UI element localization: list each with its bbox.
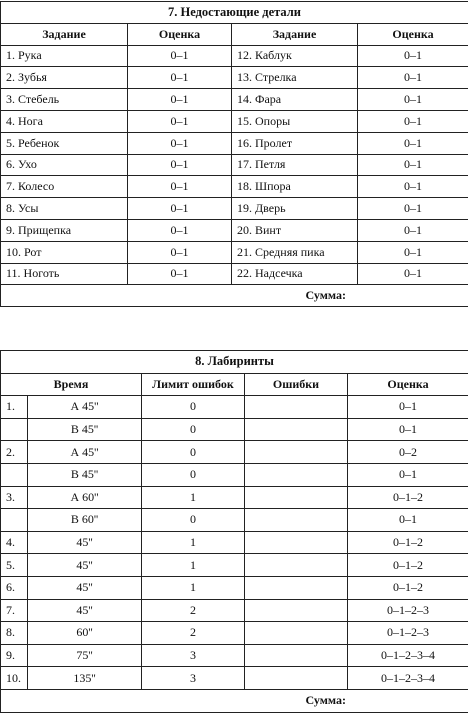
task-cell: 10. Рот: [1, 241, 128, 263]
score-cell: 0–2: [348, 441, 468, 464]
errors-cell: [245, 554, 348, 577]
score-cell: 0–1: [128, 176, 232, 198]
table-row: [1, 396, 468, 419]
task-cell: 6. Ухо: [1, 154, 128, 176]
item-number-cell: [1, 418, 28, 441]
error-limit-cell: 1: [142, 486, 245, 509]
table7-title: 7. Недостающие детали: [1, 2, 468, 24]
item-number-cell: 6.: [1, 576, 28, 599]
score-cell: 0–1: [358, 89, 468, 111]
score-cell: 0–1: [128, 45, 232, 67]
table8-sum-row: [1, 689, 468, 712]
score-cell: 0–1: [348, 463, 468, 486]
score-cell: 0–1: [128, 89, 232, 111]
task-cell: 14. Фара: [232, 89, 358, 111]
score-cell: 0–1–2–3: [348, 622, 468, 645]
error-limit-cell: 2: [142, 599, 245, 622]
item-number-cell: 8.: [1, 622, 28, 645]
time-cell: 45'': [28, 576, 142, 599]
score-cell: 0–1: [358, 45, 468, 67]
task-cell: 3. Стебель: [1, 89, 128, 111]
errors-cell: [245, 667, 348, 690]
table-row: [1, 45, 468, 67]
table-row: [1, 531, 468, 554]
time-cell: 45'': [28, 599, 142, 622]
time-cell: 135'': [28, 667, 142, 690]
table8-header-error-limit: Лимит ошибок: [142, 373, 245, 396]
task-cell: 16. Пролет: [232, 132, 358, 154]
time-cell: А 45'': [28, 441, 142, 464]
missing-details-table: [0, 1, 468, 307]
score-cell: 0–1–2: [348, 486, 468, 509]
score-cell: 0–1: [128, 132, 232, 154]
table8-header-errors: Ошибки: [245, 373, 348, 396]
table-row: [1, 486, 468, 509]
task-cell: 11. Ноготь: [1, 263, 128, 285]
table8-header-row: [1, 373, 468, 396]
error-limit-cell: 1: [142, 576, 245, 599]
score-cell: 0–1–2–3–4: [348, 644, 468, 667]
score-cell: 0–1: [358, 241, 468, 263]
score-cell: 0–1: [358, 219, 468, 241]
mazes-table: [0, 350, 468, 713]
error-limit-cell: 0: [142, 396, 245, 419]
time-cell: А 45'': [28, 396, 142, 419]
errors-cell: [245, 486, 348, 509]
time-cell: 45'': [28, 531, 142, 554]
table-row: [1, 219, 468, 241]
error-limit-cell: 0: [142, 463, 245, 486]
errors-cell: [245, 644, 348, 667]
score-cell: 0–1: [358, 154, 468, 176]
errors-cell: [245, 599, 348, 622]
table7-title-row: [1, 2, 468, 24]
error-limit-cell: 1: [142, 531, 245, 554]
table8-sum-label: Сумма:: [1, 689, 468, 712]
table8-header-time: Время: [1, 373, 142, 396]
task-cell: 13. Стрелка: [232, 67, 358, 89]
task-cell: 20. Винт: [232, 219, 358, 241]
table-row: [1, 441, 468, 464]
errors-cell: [245, 531, 348, 554]
error-limit-cell: 0: [142, 441, 245, 464]
time-cell: 45'': [28, 554, 142, 577]
task-cell: 15. Опоры: [232, 110, 358, 132]
table-row: [1, 667, 468, 690]
table-row: [1, 509, 468, 532]
table-row: [1, 67, 468, 89]
error-limit-cell: 0: [142, 509, 245, 532]
score-cell: 0–1–2–3–4: [348, 667, 468, 690]
table8-header-score: Оценка: [348, 373, 468, 396]
errors-cell: [245, 463, 348, 486]
table-row: [1, 154, 468, 176]
score-cell: 0–1–2: [348, 554, 468, 577]
score-cell: 0–1: [358, 198, 468, 220]
score-cell: 0–1: [348, 509, 468, 532]
errors-cell: [245, 576, 348, 599]
score-cell: 0–1–2: [348, 531, 468, 554]
item-number-cell: [1, 463, 28, 486]
score-cell: 0–1–2–3: [348, 599, 468, 622]
item-number-cell: 10.: [1, 667, 28, 690]
errors-cell: [245, 509, 348, 532]
time-cell: В 45'': [28, 418, 142, 441]
task-cell: 8. Усы: [1, 198, 128, 220]
errors-cell: [245, 441, 348, 464]
score-cell: 0–1: [358, 132, 468, 154]
task-cell: 2. Зубья: [1, 67, 128, 89]
table7-header-row: [1, 23, 468, 45]
time-cell: 75'': [28, 644, 142, 667]
table-row: [1, 132, 468, 154]
item-number-cell: [1, 509, 28, 532]
item-number-cell: 2.: [1, 441, 28, 464]
score-cell: 0–1: [348, 396, 468, 419]
table-row: [1, 89, 468, 111]
score-cell: 0–1: [128, 110, 232, 132]
table7-header-score-1: Оценка: [128, 23, 232, 45]
score-cell: 0–1: [128, 241, 232, 263]
item-number-cell: 4.: [1, 531, 28, 554]
score-cell: 0–1: [128, 263, 232, 285]
task-cell: 19. Дверь: [232, 198, 358, 220]
score-cell: 0–1: [358, 110, 468, 132]
item-number-cell: 3.: [1, 486, 28, 509]
task-cell: 21. Средняя пика: [232, 241, 358, 263]
score-cell: 0–1: [128, 67, 232, 89]
task-cell: 5. Ребенок: [1, 132, 128, 154]
table-row: [1, 176, 468, 198]
score-cell: 0–1: [128, 198, 232, 220]
table7-header-score-2: Оценка: [358, 23, 468, 45]
time-cell: В 45'': [28, 463, 142, 486]
task-cell: 4. Нога: [1, 110, 128, 132]
table8-title: 8. Лабиринты: [1, 351, 468, 374]
score-cell: 0–1: [358, 176, 468, 198]
table-row: [1, 463, 468, 486]
table-row: [1, 622, 468, 645]
task-cell: 12. Каблук: [232, 45, 358, 67]
time-cell: В 60'': [28, 509, 142, 532]
table7-header-task-2: Задание: [232, 23, 358, 45]
item-number-cell: 7.: [1, 599, 28, 622]
table-row: [1, 263, 468, 285]
item-number-cell: 5.: [1, 554, 28, 577]
error-limit-cell: 3: [142, 667, 245, 690]
table7-sum-label: Сумма:: [1, 285, 468, 307]
score-cell: 0–1: [358, 67, 468, 89]
errors-cell: [245, 396, 348, 419]
item-number-cell: 9.: [1, 644, 28, 667]
table-row: [1, 418, 468, 441]
table-row: [1, 198, 468, 220]
score-cell: 0–1: [128, 219, 232, 241]
table-row: [1, 110, 468, 132]
table-row: [1, 644, 468, 667]
table-row: [1, 554, 468, 577]
task-cell: 17. Петля: [232, 154, 358, 176]
table7-header-task-1: Задание: [1, 23, 128, 45]
time-cell: 60'': [28, 622, 142, 645]
time-cell: А 60'': [28, 486, 142, 509]
task-cell: 22. Надсечка: [232, 263, 358, 285]
score-cell: 0–1–2: [348, 576, 468, 599]
errors-cell: [245, 622, 348, 645]
score-cell: 0–1: [128, 154, 232, 176]
error-limit-cell: 3: [142, 644, 245, 667]
table-row: [1, 576, 468, 599]
score-cell: 0–1: [358, 263, 468, 285]
item-number-cell: 1.: [1, 396, 28, 419]
table7-sum-row: [1, 285, 468, 307]
score-cell: 0–1: [348, 418, 468, 441]
errors-cell: [245, 418, 348, 441]
error-limit-cell: 2: [142, 622, 245, 645]
task-cell: 1. Рука: [1, 45, 128, 67]
table-row: [1, 599, 468, 622]
task-cell: 7. Колесо: [1, 176, 128, 198]
table-row: [1, 241, 468, 263]
table8-title-row: [1, 351, 468, 374]
error-limit-cell: 0: [142, 418, 245, 441]
error-limit-cell: 1: [142, 554, 245, 577]
task-cell: 9. Прищепка: [1, 219, 128, 241]
task-cell: 18. Шпора: [232, 176, 358, 198]
